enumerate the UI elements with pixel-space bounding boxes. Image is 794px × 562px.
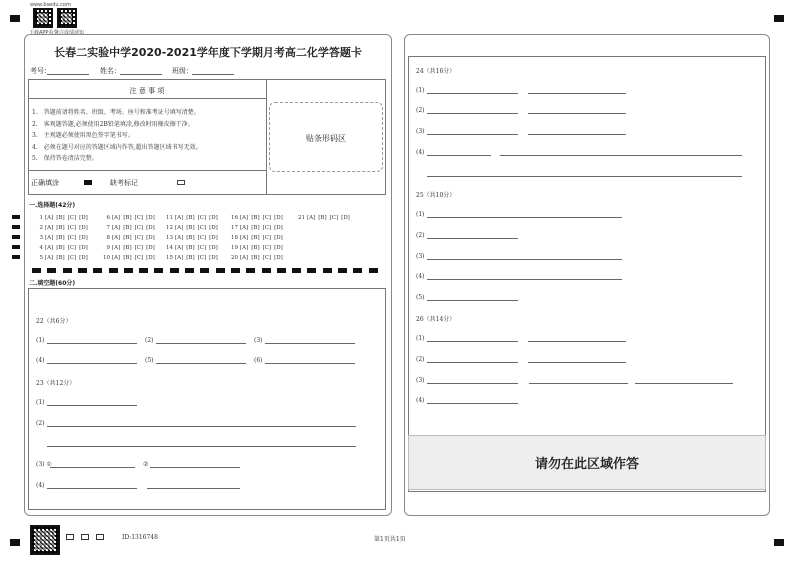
notice-item-3: 3. 主观题必须使用黑色签字笔书写。 bbox=[32, 132, 134, 139]
choice-option[interactable]: [C] bbox=[197, 245, 207, 251]
choice-question-number: 20 bbox=[231, 255, 238, 261]
choice-option[interactable]: [A] bbox=[175, 235, 184, 241]
choice-question bbox=[101, 215, 158, 221]
q23-title: 23（共12分） bbox=[36, 380, 76, 387]
q23-1-answer[interactable] bbox=[47, 405, 137, 406]
q26-3c-answer[interactable] bbox=[635, 383, 733, 384]
choice-option[interactable]: [A] bbox=[45, 225, 54, 231]
right-answer-box bbox=[408, 56, 766, 492]
choice-question bbox=[229, 245, 286, 251]
q23-3a-answer[interactable] bbox=[50, 467, 135, 468]
choice-option[interactable]: [D] bbox=[146, 235, 155, 241]
choice-question-number: 7 bbox=[106, 225, 110, 231]
choice-option[interactable]: [D] bbox=[209, 235, 218, 241]
qr-code-app bbox=[33, 8, 53, 28]
q26-title: 26（共14分） bbox=[416, 316, 456, 323]
q24-4-label: (4) bbox=[416, 149, 425, 156]
choice-option[interactable]: [C] bbox=[197, 215, 207, 221]
choice-option[interactable]: [B] bbox=[123, 225, 132, 231]
timing-mark bbox=[124, 268, 133, 273]
choice-question-number: 21 bbox=[298, 215, 305, 221]
timing-mark bbox=[12, 225, 20, 229]
section2-box bbox=[28, 288, 386, 510]
choice-option[interactable]: [A] bbox=[307, 215, 316, 221]
choice-option[interactable]: [B] bbox=[56, 225, 65, 231]
q22-6-answer[interactable] bbox=[265, 363, 355, 364]
footer-page: 第1页共1页 bbox=[374, 536, 406, 543]
timing-mark bbox=[154, 268, 163, 273]
choice-option[interactable]: [C] bbox=[134, 245, 144, 251]
choice-option[interactable]: [B] bbox=[318, 215, 327, 221]
timing-mark bbox=[185, 268, 194, 273]
absent-label: 缺考标记 bbox=[110, 179, 138, 187]
page-title: 长春二实验中学2020-2021学年度下学期月考高二化学答题卡 bbox=[54, 46, 362, 59]
choice-option[interactable]: [B] bbox=[123, 245, 132, 251]
notice-heading: 注 意 事 项 bbox=[129, 87, 165, 95]
q23-2-answer[interactable] bbox=[47, 426, 356, 427]
timing-mark bbox=[109, 268, 118, 273]
choice-question bbox=[164, 215, 221, 221]
corner-mark-bottom-left bbox=[10, 539, 20, 546]
q25-3-answer[interactable] bbox=[427, 259, 622, 260]
choice-option[interactable]: [D] bbox=[79, 225, 88, 231]
choice-option[interactable]: [B] bbox=[186, 225, 195, 231]
choice-option[interactable]: [A] bbox=[175, 245, 184, 251]
choice-option[interactable]: [A] bbox=[45, 255, 54, 261]
q26-2b-answer[interactable] bbox=[528, 362, 626, 363]
timing-mark bbox=[369, 268, 378, 273]
q26-1a-answer[interactable] bbox=[427, 341, 518, 342]
choice-option[interactable]: [B] bbox=[186, 255, 195, 261]
absent-checkbox[interactable] bbox=[177, 180, 185, 185]
choice-option[interactable]: [A] bbox=[240, 255, 249, 261]
choice-option[interactable]: [B] bbox=[251, 225, 260, 231]
choice-option[interactable]: [C] bbox=[134, 255, 144, 261]
timing-mark bbox=[338, 268, 347, 273]
choice-question-number: 6 bbox=[106, 215, 110, 221]
q22-3-answer[interactable] bbox=[265, 343, 355, 344]
q25-4-label: (4) bbox=[416, 273, 425, 280]
choice-option[interactable]: [C] bbox=[134, 235, 144, 241]
q22-1-answer[interactable] bbox=[47, 343, 137, 344]
choice-option[interactable]: [B] bbox=[251, 245, 260, 251]
choice-question bbox=[164, 245, 221, 251]
q26-1-label: (1) bbox=[416, 335, 425, 342]
q23-3b-answer[interactable] bbox=[150, 467, 240, 468]
choice-option[interactable]: [A] bbox=[112, 235, 121, 241]
q22-5-label: (5) bbox=[145, 357, 154, 364]
choice-option[interactable]: [B] bbox=[186, 235, 195, 241]
choice-option[interactable]: [D] bbox=[341, 215, 350, 221]
q24-1b-answer[interactable] bbox=[528, 93, 626, 94]
choice-option[interactable]: [D] bbox=[79, 245, 88, 251]
timing-mark bbox=[323, 268, 332, 273]
correct-fill-sample bbox=[84, 180, 92, 185]
choice-option[interactable]: [C] bbox=[67, 245, 77, 251]
no-write-area: 请勿在此区域作答 bbox=[408, 435, 766, 490]
q22-4-label: (4) bbox=[36, 357, 45, 364]
corner-mark-bottom-right bbox=[774, 539, 784, 546]
q23-4-label: (4) bbox=[36, 482, 45, 489]
q22-5-answer[interactable] bbox=[156, 363, 246, 364]
choice-option[interactable]: [C] bbox=[262, 245, 272, 251]
timing-mark bbox=[307, 268, 316, 273]
choice-option[interactable]: [C] bbox=[67, 255, 77, 261]
notice-item-4: 4. 必须在题号对应的答题区域内作答,超出答题区域书写无效。 bbox=[32, 144, 202, 151]
choice-option[interactable]: [D] bbox=[209, 245, 218, 251]
choice-option[interactable]: [C] bbox=[134, 215, 144, 221]
q22-2-label: (2) bbox=[145, 337, 154, 344]
q25-1-label: (1) bbox=[416, 211, 425, 218]
choice-option[interactable]: [A] bbox=[112, 255, 121, 261]
choice-option[interactable]: [D] bbox=[274, 245, 283, 251]
q22-2-answer[interactable] bbox=[156, 343, 246, 344]
notice-fill-line bbox=[28, 170, 266, 171]
q22-title: 22（共6分） bbox=[36, 318, 72, 325]
choice-option[interactable]: [A] bbox=[240, 215, 249, 221]
timing-mark bbox=[292, 268, 301, 273]
q23-2-answer-line2[interactable] bbox=[47, 446, 356, 447]
corner-mark-top-right bbox=[774, 15, 784, 22]
choice-question bbox=[164, 225, 221, 231]
choice-question bbox=[101, 255, 158, 261]
choice-question-number: 1 bbox=[39, 215, 43, 221]
q26-3b-answer[interactable] bbox=[529, 383, 628, 384]
choice-option[interactable]: [A] bbox=[112, 245, 121, 251]
choice-option[interactable]: [A] bbox=[112, 225, 121, 231]
choice-question-number: 2 bbox=[39, 225, 43, 231]
notice-item-5: 5. 保持答卷清洁完整。 bbox=[32, 155, 98, 162]
notice-divider bbox=[266, 79, 267, 195]
timing-mark bbox=[353, 268, 362, 273]
choice-question bbox=[34, 225, 91, 231]
choice-question-number: 9 bbox=[106, 245, 110, 251]
choice-option[interactable]: [D] bbox=[79, 255, 88, 261]
choice-question-number: 13 bbox=[166, 235, 173, 241]
choice-question bbox=[101, 245, 158, 251]
choice-option[interactable]: [D] bbox=[79, 215, 88, 221]
q24-2-label: (2) bbox=[416, 107, 425, 114]
timing-mark bbox=[12, 245, 20, 249]
choice-question bbox=[164, 255, 221, 261]
choice-option[interactable]: [B] bbox=[251, 255, 260, 261]
choice-option[interactable]: [D] bbox=[146, 215, 155, 221]
choice-option[interactable]: [C] bbox=[197, 255, 207, 261]
footer-box-2 bbox=[81, 534, 89, 540]
timing-mark bbox=[231, 268, 240, 273]
choice-question bbox=[229, 225, 286, 231]
section2-heading: 二.填空题(60分) bbox=[29, 280, 76, 287]
timing-mark bbox=[12, 215, 20, 219]
q26-2-label: (2) bbox=[416, 356, 425, 363]
q24-2a-answer[interactable] bbox=[427, 113, 518, 114]
timing-mark bbox=[139, 268, 148, 273]
choice-option[interactable]: [B] bbox=[251, 235, 260, 241]
notice-item-1: 1. 答题前请将姓名、班级、考场、座号和准考证号填写清楚。 bbox=[32, 109, 200, 116]
choice-question-number: 8 bbox=[106, 235, 110, 241]
choice-question bbox=[229, 255, 286, 261]
choice-option[interactable]: [A] bbox=[175, 215, 184, 221]
choice-question-number: 17 bbox=[231, 225, 238, 231]
choice-question-number: 19 bbox=[231, 245, 238, 251]
q26-3a-answer[interactable] bbox=[427, 383, 518, 384]
q22-1-label: (1) bbox=[36, 337, 45, 344]
q24-2b-answer[interactable] bbox=[528, 113, 626, 114]
timing-mark bbox=[262, 268, 271, 273]
choice-question-number: 16 bbox=[231, 215, 238, 221]
q26-4-label: (4) bbox=[416, 397, 425, 404]
choice-option[interactable]: [D] bbox=[146, 225, 155, 231]
choice-option[interactable]: [B] bbox=[123, 255, 132, 261]
choice-question bbox=[101, 235, 158, 241]
choice-option[interactable]: [D] bbox=[209, 225, 218, 231]
timing-mark bbox=[170, 268, 179, 273]
q23-4b-answer[interactable] bbox=[147, 488, 240, 489]
choice-option[interactable]: [B] bbox=[123, 215, 132, 221]
choice-question bbox=[34, 235, 91, 241]
q26-1b-answer[interactable] bbox=[528, 341, 626, 342]
q24-title: 24（共16分） bbox=[416, 68, 456, 75]
choice-option[interactable]: [A] bbox=[240, 225, 249, 231]
footer-box-1 bbox=[66, 534, 74, 540]
timing-mark bbox=[12, 235, 20, 239]
choice-option[interactable]: [A] bbox=[240, 235, 249, 241]
choice-question bbox=[229, 215, 286, 221]
choice-option[interactable]: [B] bbox=[56, 255, 65, 261]
choice-option[interactable]: [C] bbox=[197, 235, 207, 241]
choice-option[interactable]: [C] bbox=[197, 225, 207, 231]
q25-2-answer[interactable] bbox=[427, 238, 518, 239]
notice-heading-line bbox=[28, 98, 266, 99]
choice-option[interactable]: [B] bbox=[56, 235, 65, 241]
choice-option[interactable]: [B] bbox=[123, 235, 132, 241]
choice-question-number: 5 bbox=[39, 255, 43, 261]
q26-4-answer[interactable] bbox=[427, 403, 518, 404]
choice-question-number: 18 bbox=[231, 235, 238, 241]
q25-3-label: (3) bbox=[416, 253, 425, 260]
choice-option[interactable]: [A] bbox=[175, 255, 184, 261]
timing-mark bbox=[216, 268, 225, 273]
choice-question-number: 14 bbox=[166, 245, 173, 251]
name-field[interactable] bbox=[120, 74, 162, 75]
footer-box-3 bbox=[96, 534, 104, 540]
choice-option[interactable]: [B] bbox=[186, 215, 195, 221]
choice-question-number: 4 bbox=[39, 245, 43, 251]
q24-3b-answer[interactable] bbox=[528, 134, 626, 135]
choice-option[interactable]: [D] bbox=[146, 245, 155, 251]
q26-2a-answer[interactable] bbox=[427, 362, 518, 363]
q25-5-label: (5) bbox=[416, 294, 425, 301]
timing-mark bbox=[246, 268, 255, 273]
choice-question-number: 11 bbox=[166, 215, 173, 221]
choice-question-number: 3 bbox=[39, 235, 43, 241]
choice-option[interactable]: [A] bbox=[45, 235, 54, 241]
choice-option[interactable]: [C] bbox=[329, 215, 339, 221]
q22-4-answer[interactable] bbox=[47, 363, 137, 364]
notice-item-2: 2. 客观题答题,必须使用2B铅笔填涂,修改时用橡皮擦干净。 bbox=[32, 121, 194, 128]
choice-question bbox=[34, 255, 91, 261]
site-url: www.bsedu.com bbox=[30, 2, 71, 8]
choice-option[interactable]: [C] bbox=[262, 255, 272, 261]
q23-4a-answer[interactable] bbox=[47, 488, 137, 489]
footer-id: ID:1316748 bbox=[122, 534, 158, 541]
timing-mark bbox=[47, 268, 56, 273]
q24-4c-answer[interactable] bbox=[427, 176, 742, 177]
choice-option[interactable]: [A] bbox=[45, 215, 54, 221]
choice-option[interactable]: [B] bbox=[56, 245, 65, 251]
timing-mark bbox=[32, 268, 41, 273]
choice-option[interactable]: [A] bbox=[45, 245, 54, 251]
timing-mark bbox=[93, 268, 102, 273]
q24-1-label: (1) bbox=[416, 87, 425, 94]
q24-3a-answer[interactable] bbox=[427, 134, 518, 135]
correct-fill-label: 正确填涂 bbox=[31, 179, 59, 187]
q25-title: 25（共10分） bbox=[416, 192, 456, 199]
exam-no-field[interactable] bbox=[47, 74, 89, 75]
choice-question bbox=[229, 235, 286, 241]
choice-question bbox=[296, 215, 353, 221]
choice-option[interactable]: [C] bbox=[262, 215, 272, 221]
choice-option[interactable]: [D] bbox=[79, 235, 88, 241]
choice-option[interactable]: [B] bbox=[56, 215, 65, 221]
choice-question-number: 10 bbox=[103, 255, 110, 261]
choice-option[interactable]: [D] bbox=[146, 255, 155, 261]
choice-option[interactable]: [D] bbox=[274, 215, 283, 221]
timing-mark bbox=[63, 268, 72, 273]
corner-mark-top-left bbox=[10, 15, 20, 22]
timing-mark bbox=[78, 268, 87, 273]
qr-caption-follow: 关注成绩通知 bbox=[54, 30, 85, 36]
barcode-label: 贴条形码区 bbox=[306, 134, 346, 143]
q26-3-label: (3) bbox=[416, 377, 425, 384]
qr-code-follow bbox=[57, 8, 77, 28]
choice-option[interactable]: [A] bbox=[240, 245, 249, 251]
class-field[interactable] bbox=[192, 74, 234, 75]
choice-option[interactable]: [C] bbox=[67, 215, 77, 221]
choice-option[interactable]: [A] bbox=[112, 215, 121, 221]
timing-mark bbox=[277, 268, 286, 273]
choice-option[interactable]: [C] bbox=[262, 225, 272, 231]
choice-option[interactable]: [C] bbox=[67, 235, 77, 241]
q25-1-answer[interactable] bbox=[427, 217, 622, 218]
choice-option[interactable]: [D] bbox=[209, 215, 218, 221]
q24-4a-answer[interactable] bbox=[427, 155, 491, 156]
choice-option[interactable]: [D] bbox=[274, 255, 283, 261]
choice-question-number: 15 bbox=[166, 255, 173, 261]
qr-caption-app: 下载APP看分 bbox=[29, 30, 59, 36]
choice-option[interactable]: [D] bbox=[274, 225, 283, 231]
choice-option[interactable]: [C] bbox=[67, 225, 77, 231]
choice-question bbox=[34, 245, 91, 251]
timing-mark bbox=[12, 255, 20, 259]
section1-heading: 一.选择题(42分) bbox=[29, 202, 76, 209]
choice-option[interactable]: [A] bbox=[175, 225, 184, 231]
q24-4b-answer[interactable] bbox=[500, 155, 742, 156]
q22-3-label: (3) bbox=[254, 337, 263, 344]
choice-question bbox=[164, 235, 221, 241]
choice-option[interactable]: [B] bbox=[251, 215, 260, 221]
q25-2-label: (2) bbox=[416, 232, 425, 239]
q25-5-answer[interactable] bbox=[427, 300, 518, 301]
name-label: 姓名： bbox=[100, 67, 121, 75]
q23-1-label: (1) bbox=[36, 399, 45, 406]
timing-mark bbox=[200, 268, 209, 273]
class-label: 班级： bbox=[172, 67, 193, 75]
q24-3-label: (3) bbox=[416, 128, 425, 135]
q23-3-label: (3) ① bbox=[36, 461, 52, 468]
q24-1a-answer[interactable] bbox=[427, 93, 518, 94]
choice-option[interactable]: [B] bbox=[186, 245, 195, 251]
choice-option[interactable]: [D] bbox=[274, 235, 283, 241]
choice-option[interactable]: [C] bbox=[262, 235, 272, 241]
exam-no-label: 考号： bbox=[30, 67, 51, 75]
q22-6-label: (6) bbox=[254, 357, 263, 364]
q23-3b-label: ② bbox=[143, 461, 149, 468]
choice-question-number: 12 bbox=[166, 225, 173, 231]
q25-4-answer[interactable] bbox=[427, 279, 622, 280]
q23-2-label: (2) bbox=[36, 420, 45, 427]
choice-question bbox=[101, 225, 158, 231]
choice-option[interactable]: [D] bbox=[209, 255, 218, 261]
choice-option[interactable]: [C] bbox=[134, 225, 144, 231]
qr-code-footer bbox=[30, 525, 60, 555]
choice-question bbox=[34, 215, 91, 221]
